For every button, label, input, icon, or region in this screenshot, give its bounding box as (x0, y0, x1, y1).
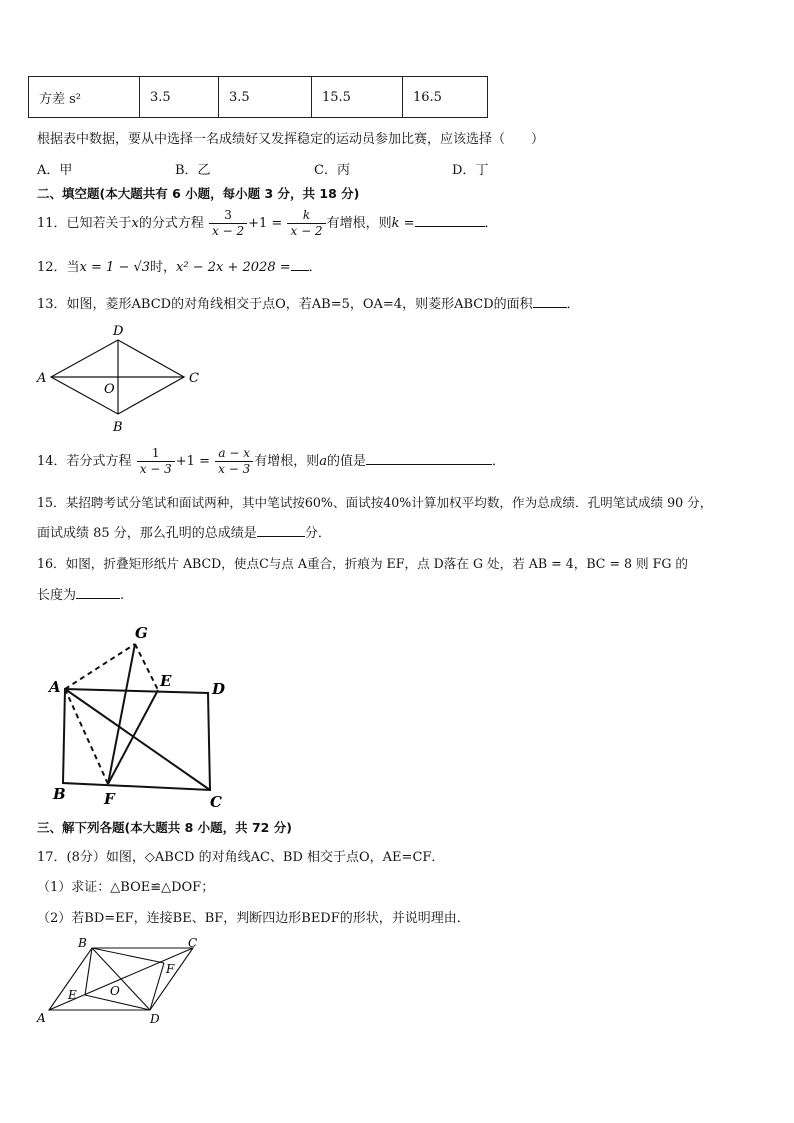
dashed-ag (65, 644, 135, 689)
diagonal-ac (65, 689, 210, 790)
q11-fraction-2: $\frac{k}{x - 2}$ (287, 208, 325, 239)
q10-question: 根据表中数据，要从中选择一名成绩好又发挥稳定的运动员参加比赛，应该选择（ ） (37, 132, 545, 147)
q12: 12．当x = 1 − √3时，x² − 2x + 2028 = ． (37, 260, 322, 275)
label-a: A (37, 1011, 46, 1025)
segment-be (85, 948, 92, 995)
q14-fraction-1: $\frac{1}{x - 3}$ (137, 446, 175, 477)
label-c: C (210, 793, 222, 811)
table-row (29, 77, 488, 118)
label-d: D (113, 324, 124, 339)
label-f: F (104, 790, 115, 808)
q12-answer-blank (291, 270, 309, 271)
q14-fraction-2: $\frac{a - x}{x - 3}$ (215, 446, 253, 477)
q10-option-a: A．甲 (37, 163, 73, 178)
parallelogram-figure (33, 933, 213, 1028)
diagonal-bd (92, 948, 150, 1010)
q15-line-1: 15．某招聘考试分笔试和面试两种，其中笔试按60%、面试按40%计算加权平均数，作为总成绩．孔明笔试成绩 90 分， (37, 495, 713, 510)
table-cell: 3.5 (140, 77, 219, 118)
label-d: D (212, 680, 226, 698)
segment-bf (92, 948, 164, 963)
q16-line-2: 长度为 . (37, 588, 125, 603)
q13-answer-blank (533, 307, 567, 308)
q17-line-1: 17．(8分）如图，◇ABCD 的对角线AC、BD 相交于点O，AE=CF． (37, 850, 445, 865)
label-a: A (49, 678, 61, 696)
table-cell: 15.5 (312, 77, 403, 118)
folded-rectangle-figure (40, 618, 240, 813)
q17-part-1: （1）求证：△BOE≌△DOF； (37, 880, 215, 895)
label-e: E (68, 988, 77, 1002)
label-f: F (166, 962, 175, 976)
label-o: O (110, 984, 120, 998)
section-3-title: 三、解下列各题(本大题共 8 小题，共 72 分) (37, 820, 292, 835)
q14-answer-blank (366, 464, 492, 465)
label-c: C (189, 371, 199, 386)
q10-option-c: C．丙 (314, 163, 350, 178)
label-a: A (37, 371, 47, 386)
q16-answer-blank (76, 598, 120, 599)
label-d: D (150, 1012, 160, 1026)
segment-fd (150, 963, 164, 1010)
q15-line-2: 面试成绩 85 分，那么孔明的总成绩是 分． (37, 526, 331, 541)
label-b: B (78, 936, 87, 950)
q14: 14．若分式方程 $\frac{1}{x - 3}$ +1 = $\frac{a - x}{x - 3}$ 有增根，则a的值是 ． (37, 446, 506, 476)
label-c: C (188, 936, 198, 950)
q17-part-2: （2）若BD=EF，连接BE、BF，判断四边形BEDF的形状，并说明理由． (37, 911, 470, 926)
q10-option-d: D．丁 (452, 163, 489, 178)
q11-answer-blank (415, 226, 485, 227)
q13: 13．如图，菱形ABCD的对角线相交于点O，若AB=5，OA=4，则菱形ABCD的面积 ． (37, 297, 580, 312)
variance-table (28, 76, 488, 118)
q11: 11．已知若关于x的分式方程 $\frac{3}{x - 2}$ +1 = $\frac{k}{x - 2}$ 有增根，则k = ． (37, 208, 498, 238)
crease-ef (108, 690, 158, 784)
table-cell: 3.5 (219, 77, 312, 118)
label-b: B (53, 785, 66, 803)
table-cell: 16.5 (403, 77, 488, 118)
segment-gf (108, 644, 135, 784)
label-e: E (160, 672, 172, 690)
q16-line-1: 16．如图，折叠矩形纸片 ABCD，使点C与点 A重合，折痕为 EF，点 D落在 G 处，若 AB = 4，BC = 8 则 FG 的 (37, 556, 689, 571)
section-2-title: 二、填空题(本大题共有 6 小题，每小题 3 分，共 18 分) (37, 186, 360, 201)
label-g: G (135, 624, 148, 642)
q11-fraction-1: $\frac{3}{x - 2}$ (209, 208, 247, 239)
label-o: O (104, 382, 115, 397)
table-label: 方差 s² (29, 77, 140, 118)
label-b: B (113, 420, 123, 435)
q15-answer-blank (257, 536, 305, 537)
dashed-ge (135, 644, 158, 690)
q10-option-b: B．乙 (175, 163, 211, 178)
rhombus-figure (30, 320, 210, 435)
